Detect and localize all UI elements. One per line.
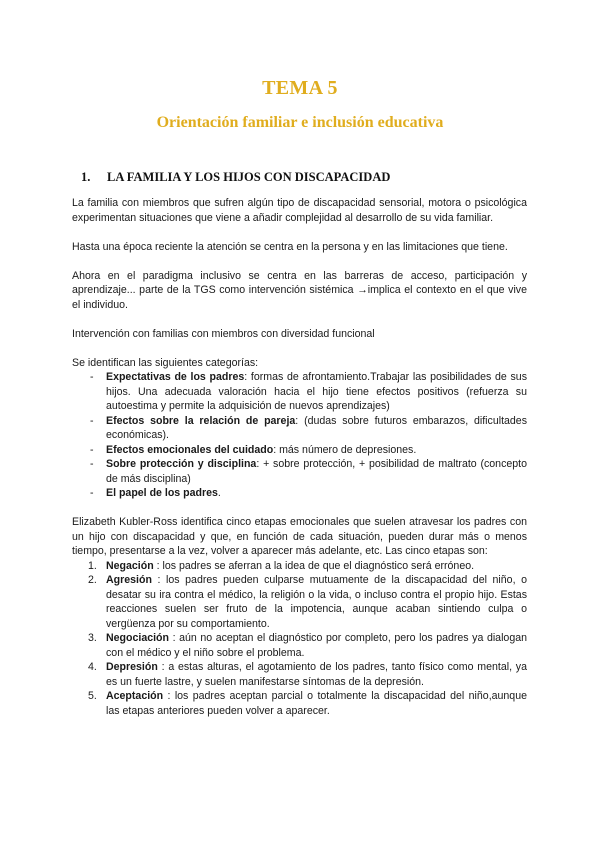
category-text: : + sobre protección, + posibilidad de maltrato (concepto de más disciplina): [106, 458, 527, 485]
list-item: [72, 689, 527, 718]
list-item: [72, 370, 527, 414]
section-number: 1.: [81, 170, 91, 184]
category-term: El papel de los padres: [106, 487, 218, 499]
stage-number: 4.: [88, 661, 97, 673]
list-item: [72, 631, 527, 660]
dash-bullet: -: [90, 487, 94, 499]
stage-text: : a estas alturas, el agotamiento de los padres, tanto físico como mental, ya es un fuerte lastre, y suelen manifestarse síntomas de la depresión.: [106, 661, 527, 688]
stage-number: 5.: [88, 690, 97, 702]
paragraph-paradigm: Ahora en el paradigma inclusivo se centra en las barreras de acceso, participación y aprendizaje... parte de la TGS como intervención sistémica →implica el contexto en el que vive el individuo.: [72, 269, 527, 311]
category-text: : más número de depresiones.: [273, 443, 417, 456]
stage-term: Aceptación: [106, 690, 164, 702]
category-term: Efectos emocionales del cuidado: [106, 443, 274, 456]
paragraph-intro: La familia con miembros que sufren algún tipo de discapacidad sensorial, motora o psicológica experimentan situaciones que viene a añadir complejidad al desarrollo de su vida familiar.: [72, 197, 527, 224]
list-item: [72, 457, 527, 486]
document-subtitle: Orientación familiar e inclusión educativa: [156, 114, 444, 131]
dash-bullet: -: [90, 414, 94, 427]
stage-text: : aún no aceptan el diagnóstico por completo, pero los padres ya dialogan con el médico y el niño sobre el problema.: [106, 632, 527, 659]
dash-bullet: -: [90, 443, 94, 456]
section-title: LA FAMILIA Y LOS HIJOS CON DISCAPACIDAD: [107, 170, 391, 184]
list-item: [72, 486, 527, 501]
section-heading: [81, 170, 390, 185]
category-text: : formas de afrontamiento.Trabajar las posibilidades de sus hijos. Una adecuada valoración hacia el hijo tiene efectos positivos (refuerza su autoestima y permite la adquisición de nuevos aprendizajes): [106, 371, 527, 412]
list-item: [72, 660, 527, 689]
stage-number: 2.: [88, 574, 97, 586]
stages-list: [72, 559, 527, 719]
list-item: [72, 559, 527, 574]
paragraph-intervention: Intervención con familias con miembros con diversidad funcional: [72, 327, 375, 340]
category-term: Expectativas de los padres: [106, 371, 245, 383]
dash-bullet: -: [90, 458, 94, 470]
paragraph-history: Hasta una época reciente la atención se centra en la persona y en las limitaciones que tiene.: [72, 240, 508, 253]
document-body: [72, 196, 527, 718]
category-text: .: [217, 487, 221, 499]
stage-term: Negociación: [106, 632, 169, 644]
stage-term: Negación: [106, 559, 154, 572]
stage-text: : los padres aceptan parcial o totalmente la discapacidad del niño,aunque las etapas anteriores pueden volver a aparecer.: [106, 690, 527, 717]
stage-text: : los padres se aferran a la idea de que el diagnóstico será erróneo.: [153, 559, 475, 572]
list-item: [72, 443, 527, 458]
category-text: : (dudas sobre futuros embarazos, dificultades económicas).: [106, 414, 527, 441]
stage-term: Depresión: [106, 661, 158, 673]
stage-text: : los padres pueden culparse mutuamente de la discapacidad del niño, o desatar su ira contra el médico, la religión o la vida, o incluso contra el propio hijo. Estas reacciones suelen ser fruto de la impotencia, aunque acaban sintiendo culpa o vergüenza por su comportamiento.: [106, 574, 527, 630]
list-item: [72, 414, 527, 443]
category-term: Efectos sobre la relación de pareja: [106, 414, 296, 427]
stage-number: 1.: [88, 559, 97, 572]
list-item: [72, 573, 527, 631]
paragraph-kubler-ross: Elizabeth Kubler-Ross identifica cinco etapas emocionales que suelen atravesar los padres con un hijo con discapacidad y que, en función de cada situación, pueden durar más o menos tiempo, presentarse a la vez, volver a aparecer más adelante, etc. Las cinco etapas son:: [72, 516, 527, 557]
category-term: Sobre protección y disciplina: [106, 458, 257, 470]
dash-bullet: -: [90, 371, 94, 383]
categories-list: [72, 370, 527, 501]
paragraph-categories-intro: Se identifican las siguientes categorías:: [72, 356, 259, 369]
stage-term: Agresión: [106, 574, 152, 586]
stage-number: 3.: [88, 632, 97, 644]
document-title: TEMA 5: [262, 77, 338, 99]
